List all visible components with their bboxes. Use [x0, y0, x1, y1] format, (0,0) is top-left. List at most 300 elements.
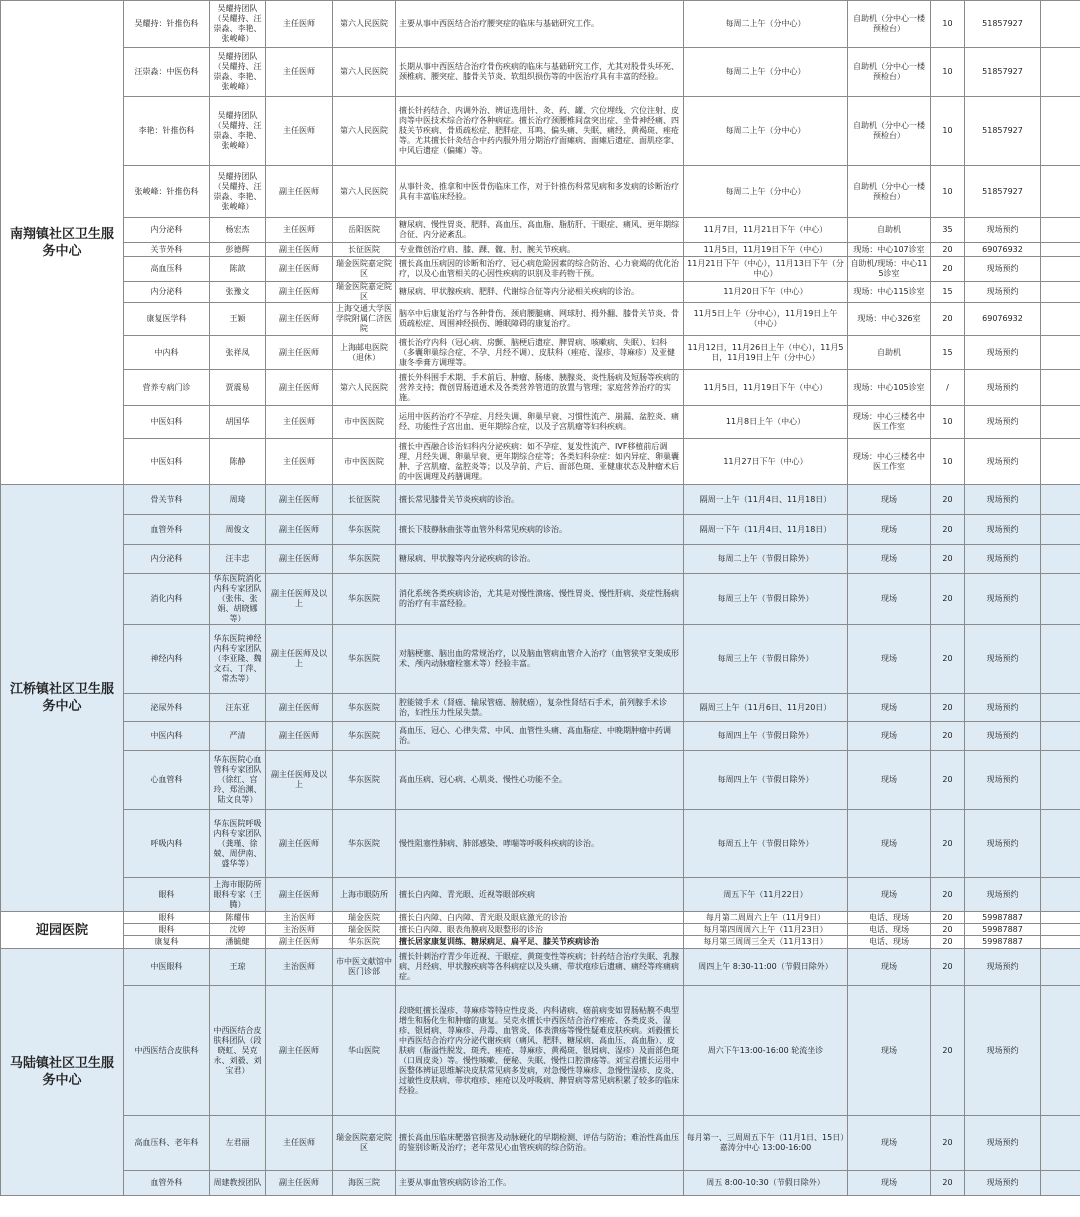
doctor-cell: 华东医院呼吸内科专家团队（龚瑾、徐兢、周伊南、盛华等） [210, 810, 266, 878]
reg-cell: 现场 [848, 694, 931, 722]
blank-cell [1041, 336, 1080, 370]
quota-cell: 20 [931, 722, 965, 751]
doctor-cell: 汪丰忠 [210, 545, 266, 574]
dept-cell: 血管外科 [124, 1171, 210, 1196]
table-row [1, 166, 1080, 218]
blank-cell [1041, 936, 1080, 949]
doctor-cell: 陈歆 [210, 257, 266, 282]
hospital-cell: 第六人民医院 [333, 370, 396, 406]
blank-cell [1041, 545, 1080, 574]
reg-cell: 现场 [848, 722, 931, 751]
doctor-cell: 陈静 [210, 439, 266, 485]
phone-cell: 现场预约 [965, 545, 1041, 574]
quota-cell: 20 [931, 1116, 965, 1171]
desc-cell: 专业微创治疗肩、膝、踝、髋、肘、腕关节疾病。 [396, 243, 684, 257]
quota-cell: 20 [931, 949, 965, 986]
table-row [1, 878, 1080, 912]
blank-cell [1041, 439, 1080, 485]
dept-cell: 中医内科 [124, 722, 210, 751]
time-cell: 每周二上午（分中心） [684, 166, 848, 218]
dept-cell: 高血压科 [124, 257, 210, 282]
phone-cell: 现场预约 [965, 986, 1041, 1116]
reg-cell: 现场：中心326室 [848, 303, 931, 336]
phone-cell: 现场预约 [965, 257, 1041, 282]
title-cell: 主任医师 [266, 48, 333, 97]
desc-cell: 擅长白内障、青光眼、近视等眼部疾病 [396, 878, 684, 912]
table-row [1, 545, 1080, 574]
phone-cell: 现场预约 [965, 722, 1041, 751]
phone-cell: 51857927 [965, 97, 1041, 166]
phone-cell: 现场预约 [965, 439, 1041, 485]
time-cell: 每月第二周周六上午（11月9日） [684, 912, 848, 924]
desc-cell: 擅长针药结合、内调外治、辨证选用针、灸、药、罐、穴位埋线、穴位注射、皮肉等中医技术综合治疗各种病症。擅长治疗颈腰椎间盘突出症、坐骨神经痛、四肢关节疾病、骨质疏松症、肥胖症、耳鸣、偏头痛、失眠、痛经、黄褐斑、痤疮等。尤其擅长针灸结合中药内服外用分期治疗面瘫病、面瘫后遗症、面肌痉挛、中风后遗症（偏瘫）等。 [396, 97, 684, 166]
quota-cell: 20 [931, 485, 965, 515]
doctor-cell: 华东医院神经内科专家团队（李亚隆、魏文石、丁萍、常杰等） [210, 625, 266, 694]
dept-cell: 内分泌科 [124, 218, 210, 243]
doctor-cell: 左君丽 [210, 1116, 266, 1171]
blank-cell [1041, 515, 1080, 545]
title-cell: 主治医师 [266, 912, 333, 924]
hospital-cell: 上海交通大学医学院附属仁济医院 [333, 303, 396, 336]
desc-cell: 对脑梗塞、脑出血的常规治疗，以及脑血管病血管介入治疗（血管狭窄支架成形术、颅内动脉瘤栓塞术等）经验丰富。 [396, 625, 684, 694]
dept-cell: 康复科 [124, 936, 210, 949]
quota-cell: 20 [931, 303, 965, 336]
doctor-cell: 杨宏杰 [210, 218, 266, 243]
title-cell: 副主任医师 [266, 936, 333, 949]
hospital-cell: 瑞金医院 [333, 924, 396, 936]
dept-cell: 中医妇科 [124, 406, 210, 439]
doctor-cell: 周建教授团队 [210, 1171, 266, 1196]
table-row [1, 48, 1080, 97]
desc-cell: 擅长下肢静脉曲张等血管外科常见疾病的诊治。 [396, 515, 684, 545]
desc-cell: 擅长白内障、眼表角膜病及眼整形的诊治 [396, 924, 684, 936]
reg-cell: 现场 [848, 625, 931, 694]
blank-cell [1041, 924, 1080, 936]
blank-cell [1041, 243, 1080, 257]
desc-cell: 糖尿病、甲状腺等内分泌疾病的诊治。 [396, 545, 684, 574]
phone-cell: 现场预约 [965, 751, 1041, 810]
hospital-cell: 华东医院 [333, 515, 396, 545]
quota-cell: 20 [931, 810, 965, 878]
phone-cell: 59987887 [965, 936, 1041, 949]
time-cell: 隔周三上午（11月6日、11月20日） [684, 694, 848, 722]
doctor-cell: 中西医结合皮肤科团队（段晓虹、吴克永、刘毅、刘宝君） [210, 986, 266, 1116]
title-cell: 副主任医师 [266, 722, 333, 751]
dept-cell: 心血管科 [124, 751, 210, 810]
hospital-cell: 华东医院 [333, 810, 396, 878]
time-cell: 每周二上午（节假日除外） [684, 545, 848, 574]
dept-cell: 李艳：针推伤科 [124, 97, 210, 166]
doctor-cell: 陈耀伟 [210, 912, 266, 924]
phone-cell: 现场预约 [965, 810, 1041, 878]
quota-cell: 35 [931, 218, 965, 243]
hospital-cell: 瑞金医院嘉定院区 [333, 257, 396, 282]
table-row [1, 949, 1080, 986]
blank-cell [1041, 574, 1080, 625]
hospital-cell: 华东医院 [333, 574, 396, 625]
title-cell: 副主任医师 [266, 303, 333, 336]
doctor-cell: 吴耀持团队（吴耀持、汪崇淼、李艳、张峻峰） [210, 1, 266, 48]
table-row [1, 218, 1080, 243]
doctor-cell: 王颖 [210, 303, 266, 336]
doctor-cell: 汪东亚 [210, 694, 266, 722]
title-cell: 副主任医师 [266, 336, 333, 370]
table-row [1, 1171, 1080, 1196]
title-cell: 副主任医师 [266, 282, 333, 303]
reg-cell: 现场 [848, 878, 931, 912]
title-cell: 副主任医师 [266, 370, 333, 406]
hospital-cell: 长征医院 [333, 243, 396, 257]
hospital-cell: 第六人民医院 [333, 1, 396, 48]
hospital-cell: 华山医院 [333, 986, 396, 1116]
desc-cell: 主要从事血管疾病防诊治工作。 [396, 1171, 684, 1196]
title-cell: 主任医师 [266, 97, 333, 166]
reg-cell: 自助机（分中心一楼预检台） [848, 97, 931, 166]
phone-cell: 现场预约 [965, 949, 1041, 986]
time-cell: 周五下午（11月22日） [684, 878, 848, 912]
reg-cell: 现场：中心107诊室 [848, 243, 931, 257]
center-name-cell: 迎园医院 [1, 912, 124, 949]
table-row [1, 97, 1080, 166]
dept-cell: 消化内科 [124, 574, 210, 625]
table-row [1, 439, 1080, 485]
doctor-cell: 严清 [210, 722, 266, 751]
center-name-cell: 江桥镇社区卫生服务中心 [1, 485, 124, 912]
time-cell: 每月第一、三周周五下午（11月1日、15日）嘉涛分中心 13:00-16:00 [684, 1116, 848, 1171]
phone-cell: 现场预约 [965, 878, 1041, 912]
desc-cell: 擅长高血压病因的诊断和治疗、冠心病危险因素的综合防治、心力衰竭的优化治疗，以及心血管相关的心因性疾病的识别及非药物干预。 [396, 257, 684, 282]
table-row [1, 694, 1080, 722]
title-cell: 主任医师 [266, 1116, 333, 1171]
quota-cell: 10 [931, 97, 965, 166]
time-cell: 每周四上午（节假日除外） [684, 722, 848, 751]
dept-cell: 血管外科 [124, 515, 210, 545]
blank-cell [1041, 282, 1080, 303]
hospital-cell: 市中医医院 [333, 439, 396, 485]
blank-cell [1041, 97, 1080, 166]
blank-cell [1041, 694, 1080, 722]
quota-cell: 10 [931, 48, 965, 97]
reg-cell: 现场 [848, 986, 931, 1116]
phone-cell: 现场预约 [965, 406, 1041, 439]
blank-cell [1041, 1171, 1080, 1196]
dept-cell: 汪崇淼：中医伤科 [124, 48, 210, 97]
quota-cell: 20 [931, 924, 965, 936]
table-row [1, 336, 1080, 370]
doctor-cell: 张祥凤 [210, 336, 266, 370]
blank-cell [1041, 303, 1080, 336]
reg-cell: 现场 [848, 1171, 931, 1196]
reg-cell: 现场 [848, 574, 931, 625]
doctor-cell: 王琼 [210, 949, 266, 986]
hospital-cell: 上海邮电医院（退休） [333, 336, 396, 370]
time-cell: 每周三上午（节假日除外） [684, 625, 848, 694]
time-cell: 11月7日，11月21日下午（中心） [684, 218, 848, 243]
table-row [1, 1, 1080, 48]
title-cell: 副主任医师 [266, 257, 333, 282]
blank-cell [1041, 912, 1080, 924]
desc-cell: 擅长针刺治疗青少年近视、干眼症、黄斑变性等疾病；针药结合治疗失眠、乳腺病、月经病、甲状腺疾病等各科病症以及头痛、带状疱疹后遗痛、痛经等疼痛病症。 [396, 949, 684, 986]
phone-cell: 59987887 [965, 912, 1041, 924]
reg-cell: 现场 [848, 751, 931, 810]
time-cell: 每周四上午（节假日除外） [684, 751, 848, 810]
table-row [1, 936, 1080, 949]
dept-cell: 中西医结合皮肤科 [124, 986, 210, 1116]
desc-cell: 主要从事中西医结合治疗腰突症的临床与基础研究工作。 [396, 1, 684, 48]
phone-cell: 51857927 [965, 166, 1041, 218]
blank-cell [1041, 48, 1080, 97]
blank-cell [1041, 257, 1080, 282]
dept-cell: 康复医学科 [124, 303, 210, 336]
quota-cell: 20 [931, 257, 965, 282]
doctor-cell: 沈婷 [210, 924, 266, 936]
blank-cell [1041, 485, 1080, 515]
dept-cell: 眼科 [124, 878, 210, 912]
table-row [1, 282, 1080, 303]
dept-cell: 骨关节科 [124, 485, 210, 515]
title-cell: 主治医师 [266, 924, 333, 936]
hospital-cell: 华东医院 [333, 722, 396, 751]
title-cell: 副主任医师 [266, 810, 333, 878]
quota-cell: 20 [931, 545, 965, 574]
hospital-cell: 第六人民医院 [333, 166, 396, 218]
desc-cell: 擅长外科围手术期、手术前后、肿瘤、肠瘘、胰腺炎、炎性肠病及短肠等疾病的营养支持；微创胃肠道通术及各类营养管道的放置与管理；家庭营养治疗的实施。 [396, 370, 684, 406]
title-cell: 副主任医师 [266, 243, 333, 257]
desc-cell: 消化系统各类疾病诊治，尤其是对慢性溃疡、慢性胃炎、慢性肝病、炎症性肠病的治疗有丰富经验。 [396, 574, 684, 625]
time-cell: 周五 8:00-10:30（节假日除外） [684, 1171, 848, 1196]
title-cell: 主任医师 [266, 439, 333, 485]
title-cell: 副主任医师 [266, 545, 333, 574]
quota-cell: 20 [931, 936, 965, 949]
phone-cell: 现场预约 [965, 336, 1041, 370]
reg-cell: 自助机 [848, 218, 931, 243]
title-cell: 副主任医师 [266, 986, 333, 1116]
blank-cell [1041, 949, 1080, 986]
desc-cell: 慢性阻塞性肺病、肺部感染、哮喘等呼吸科疾病的诊治。 [396, 810, 684, 878]
title-cell: 主任医师 [266, 218, 333, 243]
time-cell: 11月20日下午（中心） [684, 282, 848, 303]
title-cell: 副主任医师 [266, 166, 333, 218]
reg-cell: 现场：中心115诊室 [848, 282, 931, 303]
blank-cell [1041, 406, 1080, 439]
hospital-cell: 海医三院 [333, 1171, 396, 1196]
table-row [1, 303, 1080, 336]
table-row [1, 243, 1080, 257]
reg-cell: 自助机（分中心一楼预检台） [848, 48, 931, 97]
doctor-cell: 张豫文 [210, 282, 266, 303]
table-row [1, 574, 1080, 625]
desc-cell: 段晓虹擅长湿疹、荨麻疹等特应性皮炎、内科诸病、癌前病变如胃肠粘膜不典型增生和肠化生和肿瘤的康复。吴克永擅长中西医结合治疗痤疮、各类皮炎、湿疹、银屑病、荨麻疹、丹毒、血管炎、体表溃疡等慢性疑难皮肤疾病。刘毅擅长中西医结合治疗内分泌代谢疾病（痛风、肥胖、糖尿病、高血压、高血脂）、皮肤病（脂溢性脱发、斑秃、痤疮、荨麻疹、黄褐斑、银屑病、湿疹）及面部色斑（口周皮炎）等。慢性咳嗽、便秘、失眠、慢性口腔溃疡等。刘宝君擅长运用中医整体辨证思维解决皮肤常见病多发病，对急慢性荨麻疹、急慢性湿疹、皮炎、过敏性皮肤病、带状疱疹、痤疮以及呼吸病、脾胃病等常见病积累了较多的临床经验。 [396, 986, 684, 1116]
reg-cell: 自助机/现场：中心115诊室 [848, 257, 931, 282]
quota-cell: 20 [931, 243, 965, 257]
table-row [1, 722, 1080, 751]
doctor-cell: 周琦 [210, 485, 266, 515]
hospital-cell: 华东医院 [333, 751, 396, 810]
blank-cell [1041, 370, 1080, 406]
desc-cell: 糖尿病、甲状腺疾病、肥胖、代谢综合征等内分泌相关疾病的诊治。 [396, 282, 684, 303]
time-cell: 每周三上午（节假日除外） [684, 574, 848, 625]
dept-cell: 吴耀持：针推伤科 [124, 1, 210, 48]
reg-cell: 现场 [848, 949, 931, 986]
title-cell: 主任医师 [266, 406, 333, 439]
title-cell: 主治医师 [266, 949, 333, 986]
quota-cell: 10 [931, 439, 965, 485]
doctor-cell: 华东医院消化内科专家团队（张伟、张娟、胡晓娜等） [210, 574, 266, 625]
reg-cell: 现场 [848, 1116, 931, 1171]
table-row [1, 986, 1080, 1116]
quota-cell: 20 [931, 878, 965, 912]
phone-cell: 现场预约 [965, 1116, 1041, 1171]
quota-cell: 10 [931, 166, 965, 218]
quota-cell: 20 [931, 625, 965, 694]
phone-cell: 现场预约 [965, 625, 1041, 694]
doctor-cell: 吴耀持团队（吴耀持、汪崇淼、李艳、张峻峰） [210, 97, 266, 166]
quota-cell: / [931, 370, 965, 406]
table-row [1, 257, 1080, 282]
desc-cell: 长期从事中西医结合治疗骨伤疾病的临床与基础研究工作，尤其对股骨头坏死、颈椎病、腰突症、膝骨关节炎、软组织损伤等的中医治疗具有丰富的经验。 [396, 48, 684, 97]
dept-cell: 中医眼科 [124, 949, 210, 986]
desc-cell: 脑卒中后康复治疗与各种骨伤、颈肩腰腿痛、网球肘、拇外翻、膝骨关节炎、骨质疏松症、周围神经损伤、睡眠障碍的康复治疗。 [396, 303, 684, 336]
center-name-cell: 南翔镇社区卫生服务中心 [1, 1, 124, 485]
title-cell: 副主任医师及以上 [266, 574, 333, 625]
hospital-cell: 岳阳医院 [333, 218, 396, 243]
hospital-cell: 市中医医院 [333, 406, 396, 439]
time-cell: 每月第三周周三全天（11月13日） [684, 936, 848, 949]
desc-cell: 擅长治疗内科（冠心病、房颤、脑梗后遗症、脾胃病、咳嗽病、失眠）、妇科（多囊卵巢综合症、不孕、月经不调）、皮肤科（痤疮、湿疹、荨麻疹）及亚健康冬季膏方调理等。 [396, 336, 684, 370]
phone-cell: 现场预约 [965, 370, 1041, 406]
dept-cell: 眼科 [124, 924, 210, 936]
table-row [1, 810, 1080, 878]
phone-cell: 现场预约 [965, 218, 1041, 243]
time-cell: 每周二上午（分中心） [684, 48, 848, 97]
blank-cell [1041, 1116, 1080, 1171]
blank-cell [1041, 878, 1080, 912]
title-cell: 副主任医师 [266, 1171, 333, 1196]
hospital-cell: 瑞金医院嘉定院区 [333, 282, 396, 303]
time-cell: 每月第四周周六上午（11月23日） [684, 924, 848, 936]
quota-cell: 20 [931, 515, 965, 545]
time-cell: 隔周一上午（11月4日、11月18日） [684, 485, 848, 515]
reg-cell: 自助机（分中心一楼预检台） [848, 166, 931, 218]
time-cell: 每周五上午（节假日除外） [684, 810, 848, 878]
blank-cell [1041, 810, 1080, 878]
doctor-cell: 彭德辉 [210, 243, 266, 257]
quota-cell: 15 [931, 282, 965, 303]
hospital-cell: 第六人民医院 [333, 97, 396, 166]
doctor-cell: 吴耀持团队（吴耀持、汪崇淼、李艳、张峻峰） [210, 48, 266, 97]
blank-cell [1041, 166, 1080, 218]
desc-cell: 擅长白内障、白内障、青光眼及眼底激光的诊治 [396, 912, 684, 924]
reg-cell: 电话、现场 [848, 912, 931, 924]
desc-cell: 高血压病、冠心病、心肌炎、慢性心功能不全。 [396, 751, 684, 810]
reg-cell: 现场 [848, 485, 931, 515]
hospital-cell: 华东医院 [333, 694, 396, 722]
reg-cell: 现场：中心三楼名中医工作室 [848, 406, 931, 439]
phone-cell: 51857927 [965, 48, 1041, 97]
table-row [1, 515, 1080, 545]
doctor-cell: 华东医院心血管科专家团队（徐红、宫玲、郑治渊、陆文良等） [210, 751, 266, 810]
time-cell: 11月12日，11月26日上午（中心），11月5日，11月19日上午（分中心） [684, 336, 848, 370]
phone-cell: 现场预约 [965, 1171, 1041, 1196]
dept-cell: 呼吸内科 [124, 810, 210, 878]
hospital-cell: 第六人民医院 [333, 48, 396, 97]
phone-cell: 现场预约 [965, 282, 1041, 303]
desc-cell: 腔能镜手术（肾癌、输尿管癌、膀胱癌），复杂性肾结石手术，前列腺手术诊治，妇性压力性尿失禁。 [396, 694, 684, 722]
title-cell: 副主任医师 [266, 485, 333, 515]
time-cell: 周四上午 8:30-11:00（节假日除外） [684, 949, 848, 986]
title-cell: 副主任医师及以上 [266, 751, 333, 810]
hospital-cell: 瑞金医院 [333, 912, 396, 924]
table-row [1, 485, 1080, 515]
hospital-cell: 华东医院 [333, 625, 396, 694]
table-row [1, 924, 1080, 936]
time-cell: 11月8日上午（中心） [684, 406, 848, 439]
time-cell: 11月5日，11月19日下午（中心） [684, 243, 848, 257]
blank-cell [1041, 218, 1080, 243]
time-cell: 周六下午13:00-16:00 轮流坐诊 [684, 986, 848, 1116]
table-row [1, 625, 1080, 694]
phone-cell: 现场预约 [965, 515, 1041, 545]
doctor-cell: 上海市眼防所眼科专家（王腾） [210, 878, 266, 912]
quota-cell: 10 [931, 406, 965, 439]
dept-cell: 内分泌科 [124, 282, 210, 303]
reg-cell: 自助机 [848, 336, 931, 370]
blank-cell [1041, 986, 1080, 1116]
phone-cell: 现场预约 [965, 574, 1041, 625]
blank-cell [1041, 751, 1080, 810]
time-cell: 每周二上午（分中心） [684, 1, 848, 48]
doctor-cell: 潘毓健 [210, 936, 266, 949]
doctor-cell: 吴耀持团队（吴耀持、汪崇淼、李艳、张峻峰） [210, 166, 266, 218]
hospital-cell: 市中医文献馆中医门诊部 [333, 949, 396, 986]
dept-cell: 营养专病门诊 [124, 370, 210, 406]
reg-cell: 现场 [848, 810, 931, 878]
time-cell: 11月5日上午（分中心），11月19日上午（中心） [684, 303, 848, 336]
desc-cell: 从事针灸、推拿和中医骨伤临床工作，对于针推伤科常见病和多发病的诊断治疗具有丰富临床经验。 [396, 166, 684, 218]
title-cell: 主任医师 [266, 1, 333, 48]
title-cell: 副主任医师及以上 [266, 625, 333, 694]
desc-cell: 糖尿病、慢性胃炎、肥胖、高血压、高血脂、脂肪肝、干眼症、痛风、更年期综合征、内分泌紊乱。 [396, 218, 684, 243]
reg-cell: 自助机（分中心一楼预检台） [848, 1, 931, 48]
dept-cell: 中医妇科 [124, 439, 210, 485]
table-row [1, 406, 1080, 439]
phone-cell: 59987887 [965, 924, 1041, 936]
desc-cell: 擅长常见膝骨关节炎疾病的诊治。 [396, 485, 684, 515]
dept-cell: 神经内科 [124, 625, 210, 694]
reg-cell: 电话、现场 [848, 924, 931, 936]
desc-cell: 擅长居家康复训练、糖尿病足、扁平足、膝关节疾病诊治 [396, 936, 684, 949]
table-row [1, 370, 1080, 406]
phone-cell: 现场预约 [965, 485, 1041, 515]
quota-cell: 20 [931, 986, 965, 1116]
quota-cell: 20 [931, 574, 965, 625]
reg-cell: 现场 [848, 545, 931, 574]
time-cell: 11月5日，11月19日下午（中心） [684, 370, 848, 406]
dept-cell: 张峻峰：针推伤科 [124, 166, 210, 218]
hospital-cell: 华东医院 [333, 936, 396, 949]
doctor-cell: 胡国华 [210, 406, 266, 439]
blank-cell [1041, 1, 1080, 48]
blank-cell [1041, 625, 1080, 694]
time-cell: 11月27日下午（中心） [684, 439, 848, 485]
quota-cell: 15 [931, 336, 965, 370]
dept-cell: 关节外科 [124, 243, 210, 257]
desc-cell: 擅长中西融合诊治妇科内分泌疾病：如不孕症、复发性流产、IVF移植前后调理、月经失调、卵巢早衰、更年期综合症等；各类妇科杂症：如内异症、卵巢囊肿、子宫肌瘤、盆腔炎等；以及孕前、产后、面部色斑、亚健康状态及肿瘤术后的中医调理及药膳调理。 [396, 439, 684, 485]
title-cell: 副主任医师 [266, 515, 333, 545]
dept-cell: 泌尿外科 [124, 694, 210, 722]
dept-cell: 高血压科、老年科 [124, 1116, 210, 1171]
blank-cell [1041, 722, 1080, 751]
